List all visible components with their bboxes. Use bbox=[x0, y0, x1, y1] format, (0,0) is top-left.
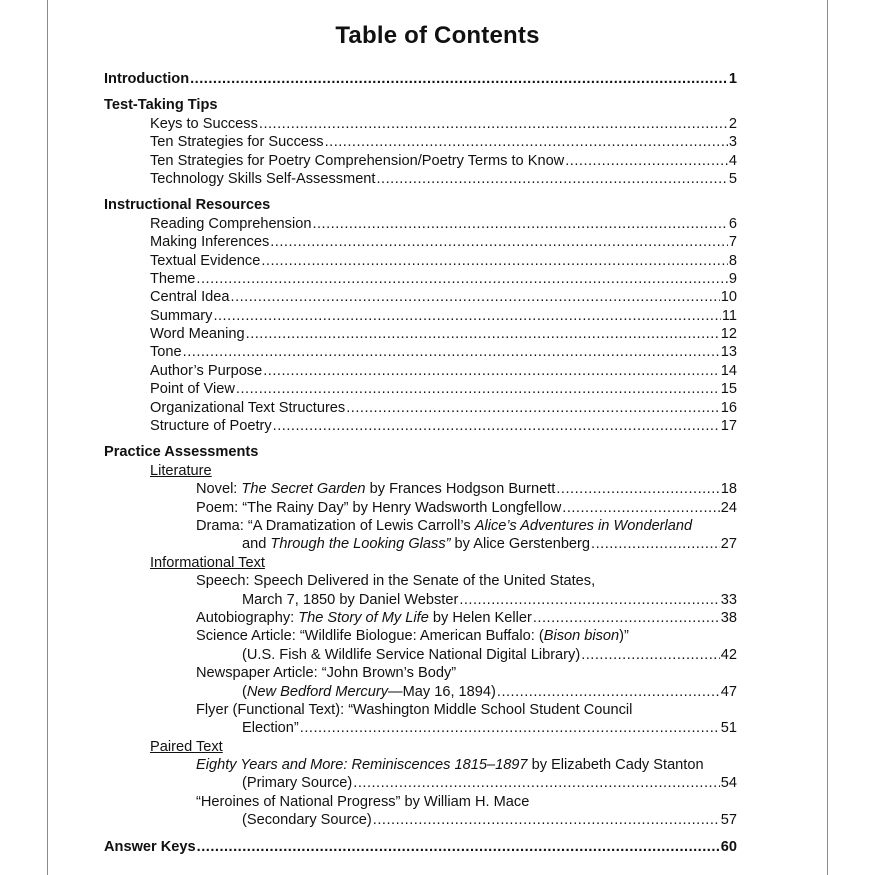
toc-entry-label: Election” bbox=[242, 720, 299, 737]
toc-entry[interactable] bbox=[104, 399, 737, 417]
toc-entry-label: Theme bbox=[150, 270, 196, 287]
toc-entry-label: March 7, 1850 by Daniel Webster bbox=[242, 591, 459, 608]
toc-entry[interactable] bbox=[104, 215, 737, 233]
toc-entry[interactable] bbox=[104, 170, 737, 188]
section-heading-practice-assessments: Practice Assessments bbox=[104, 444, 259, 461]
toc-entry-label bbox=[196, 480, 555, 498]
work-title: Through the Looking Glass” bbox=[270, 536, 451, 553]
toc-entry-newspaper-line1[interactable]: Newspaper Article: “John Brown’s Body” bbox=[196, 665, 457, 682]
dot-leader bbox=[533, 609, 720, 627]
page-title: Table of Contents bbox=[335, 22, 540, 49]
page-number: 51 bbox=[720, 720, 737, 737]
dot-leader bbox=[581, 646, 720, 664]
toc-entry[interactable] bbox=[104, 288, 737, 306]
toc-entry-label: Central Idea bbox=[150, 289, 230, 306]
page-number: 16 bbox=[720, 399, 737, 416]
entry-prefix: Novel: bbox=[196, 481, 242, 498]
entry-suffix: by Alice Gerstenberg bbox=[450, 536, 591, 553]
dot-leader bbox=[213, 307, 720, 325]
page-number: 5 bbox=[728, 170, 737, 187]
toc-entry[interactable] bbox=[104, 380, 737, 398]
toc-entry-eighty-years-line1[interactable] bbox=[104, 756, 737, 774]
page-number: 1 bbox=[728, 71, 737, 87]
page-number: 11 bbox=[721, 307, 737, 324]
toc-entry-label: Poem: “The Rainy Day” by Henry Wadsworth Longfellow bbox=[196, 499, 562, 516]
subsection-heading-informational-text: Informational Text bbox=[150, 554, 265, 571]
toc-entry[interactable] bbox=[104, 152, 737, 170]
page-number: 33 bbox=[720, 591, 737, 608]
entry-prefix: Autobiography: bbox=[196, 609, 299, 626]
toc-entry-label bbox=[242, 535, 590, 553]
toc-entry[interactable] bbox=[104, 343, 737, 361]
toc-entry-newspaper-line2[interactable] bbox=[104, 683, 737, 701]
page-number: 2 bbox=[728, 115, 737, 132]
toc-entry-label: Point of View bbox=[150, 381, 235, 398]
toc-entry-label: Ten Strategies for Poetry Comprehension/Poetry Terms to Know bbox=[150, 152, 565, 169]
dot-leader bbox=[325, 133, 728, 151]
section-heading-test-taking-tips: Test-Taking Tips bbox=[104, 97, 218, 114]
toc-entry-drama-line2[interactable] bbox=[104, 535, 737, 553]
table-of-contents bbox=[104, 70, 737, 856]
entry-prefix: and bbox=[242, 536, 271, 553]
dot-leader bbox=[376, 170, 727, 188]
work-title: Eighty Years and More: Reminiscences 1815–1897 bbox=[196, 757, 528, 774]
toc-entry[interactable] bbox=[104, 270, 737, 288]
page-number: 27 bbox=[720, 536, 737, 553]
dot-leader bbox=[556, 480, 719, 498]
page-number: 4 bbox=[728, 152, 737, 169]
dot-leader bbox=[261, 252, 728, 270]
toc-entry-autobiography[interactable] bbox=[104, 609, 737, 627]
page-number: 15 bbox=[720, 381, 737, 398]
page-number: 38 bbox=[720, 609, 737, 626]
toc-entry-answer-keys[interactable] bbox=[104, 838, 737, 856]
toc-entry-flyer-line2[interactable] bbox=[104, 719, 737, 737]
toc-entry-label: Summary bbox=[150, 307, 213, 324]
toc-entry-label: Textual Evidence bbox=[150, 252, 261, 269]
page-number: 12 bbox=[720, 326, 737, 343]
toc-entry[interactable] bbox=[104, 115, 737, 133]
dot-leader bbox=[270, 233, 728, 251]
toc-entry-science-line2[interactable] bbox=[104, 646, 737, 664]
page-number: 24 bbox=[720, 499, 737, 516]
page-number: 54 bbox=[720, 775, 737, 792]
toc-entry-label: Tone bbox=[150, 344, 182, 361]
subsection-heading-literature: Literature bbox=[150, 462, 212, 479]
dot-leader bbox=[373, 811, 720, 829]
page-number: 14 bbox=[720, 362, 737, 379]
dot-leader bbox=[459, 591, 719, 609]
dot-leader bbox=[346, 399, 720, 417]
toc-entry-label: Introduction bbox=[104, 71, 190, 87]
toc-entry-label bbox=[242, 683, 496, 701]
page-number: 10 bbox=[720, 289, 737, 306]
subsection-heading-paired-text: Paired Text bbox=[150, 738, 223, 755]
page-number: 60 bbox=[720, 838, 737, 855]
toc-entry-label: Author’s Purpose bbox=[150, 362, 263, 379]
toc-entry-label: Ten Strategies for Success bbox=[150, 134, 324, 151]
dot-leader bbox=[196, 270, 727, 288]
toc-entry[interactable] bbox=[104, 307, 737, 325]
page-number: 8 bbox=[728, 252, 737, 269]
toc-entry-speech-line1[interactable]: Speech: Speech Delivered in the Senate of the United States, bbox=[196, 573, 596, 590]
entry-prefix: Drama: “A Dramatization of Lewis Carroll’s bbox=[196, 517, 475, 534]
toc-entry-poem[interactable] bbox=[104, 499, 737, 517]
section-heading-instructional-resources: Instructional Resources bbox=[104, 197, 271, 214]
toc-entry-speech-line2[interactable] bbox=[104, 591, 737, 609]
dot-leader bbox=[263, 362, 720, 380]
dot-leader bbox=[197, 838, 720, 856]
toc-entry-heroines-line2[interactable] bbox=[104, 811, 737, 829]
toc-entry-label: Reading Comprehension bbox=[150, 215, 312, 232]
work-title: The Secret Garden bbox=[241, 481, 366, 498]
toc-entry-label bbox=[196, 609, 532, 627]
entry-suffix: —May 16, 1894) bbox=[388, 683, 496, 700]
dot-leader bbox=[273, 417, 720, 435]
page-number: 17 bbox=[720, 418, 737, 435]
toc-entry[interactable] bbox=[104, 417, 737, 435]
work-title: New Bedford Mercury bbox=[246, 683, 388, 700]
entry-suffix: by Helen Keller bbox=[428, 609, 532, 626]
toc-entry[interactable] bbox=[104, 362, 737, 380]
toc-entry-label: Word Meaning bbox=[150, 326, 245, 343]
toc-entry-science-line1[interactable] bbox=[104, 627, 737, 645]
dot-leader bbox=[562, 499, 720, 517]
dot-leader bbox=[236, 380, 720, 398]
toc-entry[interactable] bbox=[104, 252, 737, 270]
dot-leader bbox=[312, 215, 727, 233]
page-number: 3 bbox=[728, 134, 737, 151]
work-title: The Story of My Life bbox=[298, 609, 429, 626]
dot-leader bbox=[246, 325, 720, 343]
toc-entry-novel[interactable] bbox=[104, 480, 737, 498]
toc-entry[interactable] bbox=[104, 325, 737, 343]
entry-suffix: )” bbox=[619, 628, 629, 645]
entry-suffix: by Frances Hodgson Burnett bbox=[365, 481, 556, 498]
toc-entry-label: Answer Keys bbox=[104, 838, 196, 855]
dot-leader bbox=[353, 774, 719, 792]
page-number: 57 bbox=[720, 812, 737, 829]
entry-suffix: by Elizabeth Cady Stanton bbox=[527, 757, 704, 774]
toc-entry-heroines-line1[interactable]: “Heroines of National Progress” by William H. Mace bbox=[196, 793, 530, 810]
toc-entry-label: (Primary Source) bbox=[242, 775, 353, 792]
entry-prefix: ( bbox=[242, 683, 247, 700]
work-title: Bison bison bbox=[543, 628, 620, 645]
page-number: 18 bbox=[720, 481, 737, 498]
toc-entry-eighty-years-line2[interactable] bbox=[104, 774, 737, 792]
page-number: 42 bbox=[720, 646, 737, 663]
page-number: 13 bbox=[720, 344, 737, 361]
work-title: Alice’s Adventures in Wonderland bbox=[474, 517, 693, 534]
page-number: 6 bbox=[728, 215, 737, 232]
toc-entry-drama-line1[interactable] bbox=[104, 517, 737, 535]
dot-leader bbox=[497, 683, 720, 701]
page-number: 9 bbox=[728, 270, 737, 287]
toc-entry-label: Making Inferences bbox=[150, 234, 270, 251]
page-number: 7 bbox=[728, 234, 737, 251]
dot-leader bbox=[259, 115, 728, 133]
dot-leader bbox=[190, 70, 728, 88]
dot-leader bbox=[300, 719, 720, 737]
toc-entry-label: Keys to Success bbox=[150, 115, 258, 132]
toc-entry-label: Technology Skills Self-Assessment bbox=[150, 170, 376, 187]
toc-entry-label: (Secondary Source) bbox=[242, 812, 372, 829]
dot-leader bbox=[231, 288, 720, 306]
page-number: 47 bbox=[720, 683, 737, 700]
toc-entry[interactable] bbox=[104, 133, 737, 151]
dot-leader bbox=[183, 343, 720, 361]
dot-leader bbox=[565, 152, 728, 170]
toc-entry-label: (U.S. Fish & Wildlife Service National Digital Library) bbox=[242, 646, 581, 663]
toc-entry-label: Organizational Text Structures bbox=[150, 399, 346, 416]
entry-prefix: Science Article: “Wildlife Biologue: American Buffalo: ( bbox=[196, 628, 544, 645]
toc-entry-introduction[interactable] bbox=[104, 70, 737, 88]
toc-entry-flyer-line1[interactable]: Flyer (Functional Text): “Washington Middle School Student Council bbox=[196, 701, 633, 718]
toc-entry-label: Structure of Poetry bbox=[150, 418, 272, 435]
toc-entry[interactable] bbox=[104, 233, 737, 251]
dot-leader bbox=[591, 535, 720, 553]
